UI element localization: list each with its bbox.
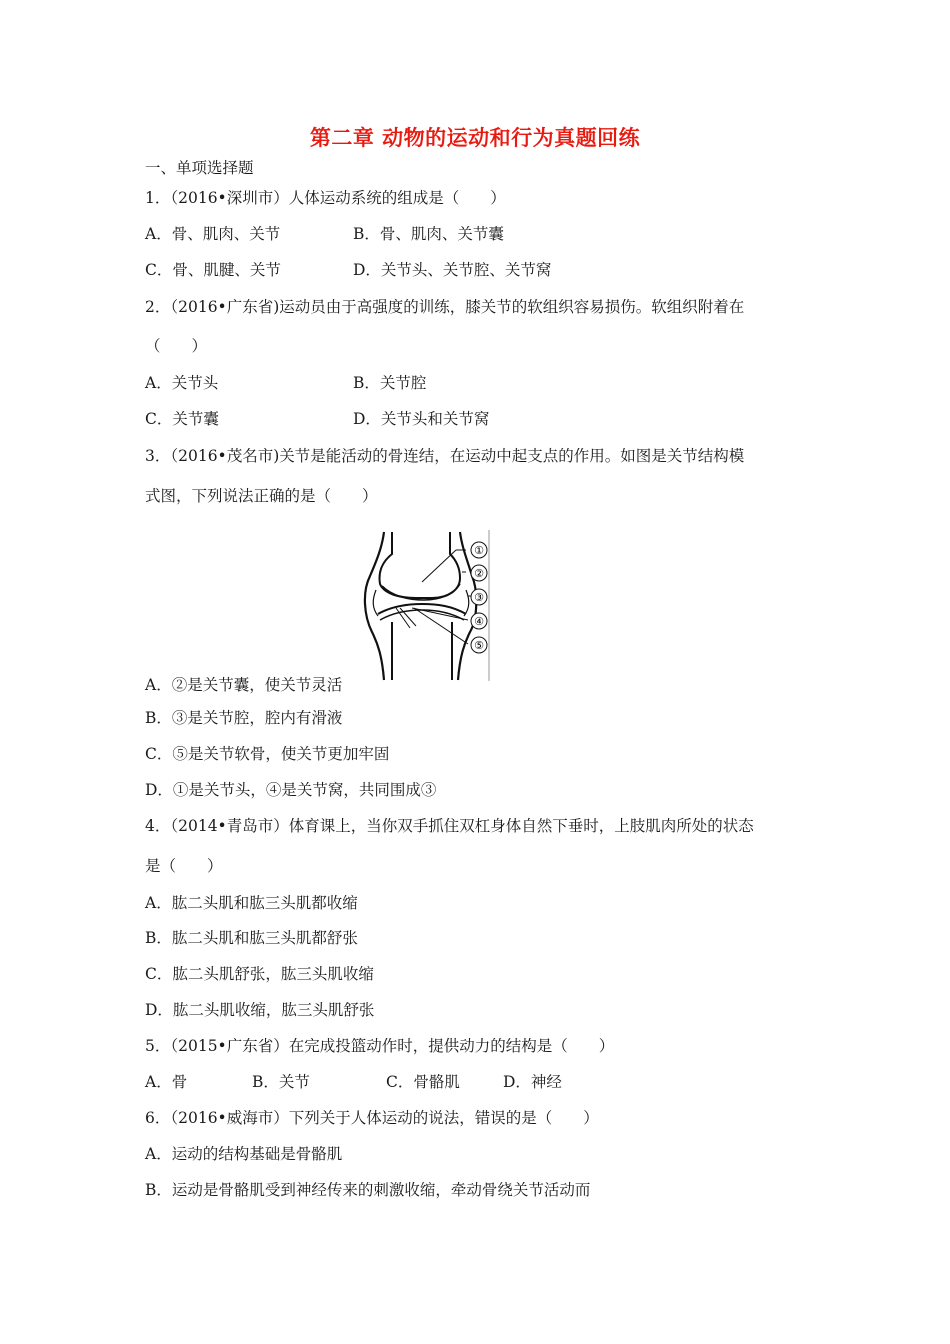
section-heading: 一、单项选择题 [145,159,254,177]
q5-stem: 5．（2015•广东省）在完成投篮动作时，提供动力的结构是（ ） [145,1037,615,1055]
q1-option-c: C．骨、肌腱、关节 [145,261,281,279]
q1-option-b: B．骨、肌肉、关节囊 [353,225,504,243]
q6-option-a: A．运动的结构基础是骨骼肌 [145,1145,343,1163]
joint-diagram [352,528,492,683]
q2-option-c: C．关节囊 [145,410,219,428]
q4-option-d: D．肱二头肌收缩，肱三头肌舒张 [145,1001,375,1019]
q2-option-b: B．关节腔 [353,374,427,392]
q3-stem-cont: 式图，下列说法正确的是（ ） [145,487,378,505]
q4-option-a: A．肱二头肌和肱三头肌都收缩 [145,894,358,912]
q4-stem: 4．（2014•青岛市）体育课上，当你双手抓住双杠身体自然下垂时，上肢肌肉所处的状态 [145,817,754,835]
q4-option-b: B．肱二头肌和肱三头肌都舒张 [145,929,358,947]
q4-stem-cont: 是（ ） [145,857,223,875]
q1-stem: 1．（2016•深圳市）人体运动系统的组成是（ ） [145,189,506,207]
q1-option-d: D．关节头、关节腔、关节窝 [353,261,552,279]
q5-option-b: B．关节 [252,1073,310,1091]
q5-option-c: C．骨骼肌 [386,1073,460,1091]
q4-option-c: C．肱二头肌舒张，肱三头肌收缩 [145,965,374,983]
q2-stem: 2．（2016•广东省)运动员由于高强度的训练，膝关节的软组织容易损伤。软组织附着在 [145,298,745,316]
label-2: ② [474,567,484,580]
q3-stem: 3．（2016•茂名市)关节是能活动的骨连结，在运动中起支点的作用。如图是关节结构模 [145,447,745,465]
label-3: ③ [474,591,484,604]
q2-option-d: D．关节头和关节窝 [353,410,490,428]
label-5: ⑤ [474,639,484,652]
q3-option-c: C．⑤是关节软骨，使关节更加牢固 [145,745,390,763]
label-4: ④ [474,615,484,628]
q6-option-b: B．运动是骨骼肌受到神经传来的刺激收缩，牵动骨绕关节活动而 [145,1181,591,1199]
q5-option-d: D．神经 [503,1073,562,1091]
q6-stem: 6．（2016•威海市）下列关于人体运动的说法，错误的是（ ） [145,1109,599,1127]
q2-stem-cont: （ ） [145,337,208,355]
q5-option-a: A．骨 [145,1073,188,1091]
q3-option-a: A．②是关节囊，使关节灵活 [145,676,343,694]
q3-option-b: B．③是关节腔，腔内有滑液 [145,709,343,727]
q2-option-a: A．关节头 [145,374,219,392]
q3-option-d: D．①是关节头，④是关节窝，共同围成③ [145,781,437,799]
label-1: ① [474,544,484,557]
page-title: 第二章 动物的运动和行为真题回练 [309,126,641,150]
q1-option-a: A．骨、肌肉、关节 [145,225,281,243]
